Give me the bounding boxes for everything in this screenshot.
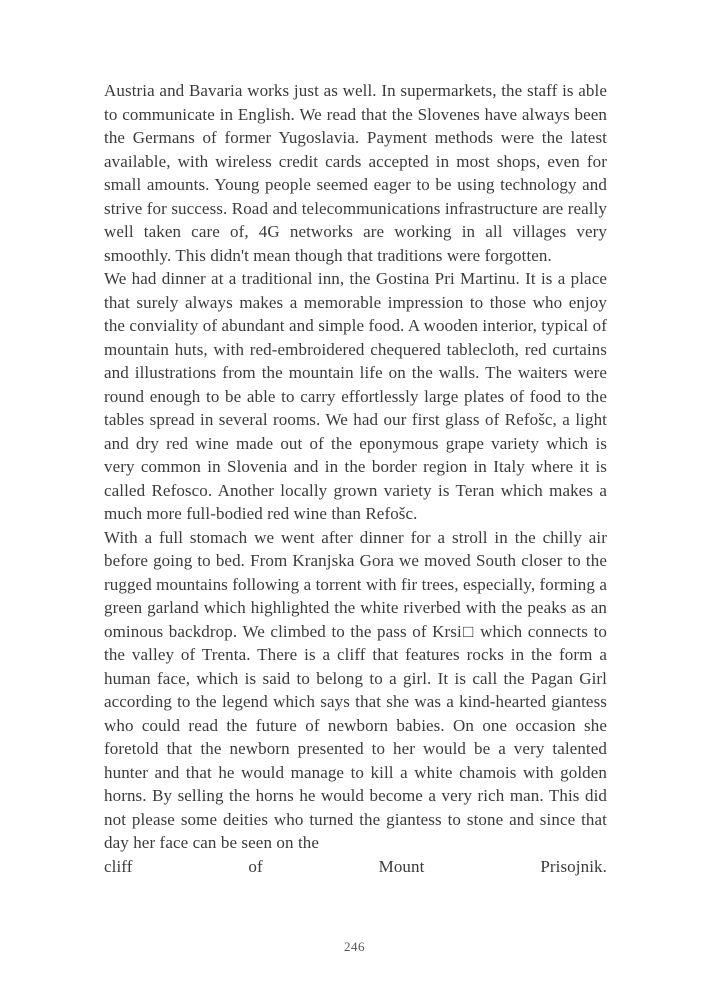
last-line-word-of: of	[248, 856, 263, 876]
paragraph-evening-stroll: With a full stomach we went after dinner for a stroll in the chilly air before going to bed. From Kranjska Gora we moved South closer to the rugged mountains following a torrent with fir trees, especially, forming a green garland which highlighted the white riverbed with the peaks as an ominous backdrop. We climbed to the pass of Krsi□ which connects to the valley of Trenta. There is a cliff that features rocks in the form a human face, which is said to belong to a girl. It is call the Pagan Girl according to the legend which says that she was a kind-hearted giantess who could read the future of newborn babies. On one occasion she foretold that the newborn presented to her would be a very talented hunter and that he would manage to kill a white chamois with golden horns. By selling the horns he would become a very rich man. This did not please some deities who turned the giantess to stone and since that day her face can be seen on the	[104, 527, 607, 852]
paragraph-austria-bavaria: Austria and Bavaria works just as well. In supermarkets, the staff is able to communicate in English. We read that the Slovenes have always been the Germans of former Yugoslavia. Payment methods were the latest available, with wireless credit cards accepted in most shops, even for small amounts. Young people seemed eager to be using technology and strive for success. Road and telecommunications infrastructure are really well taken care of, 4G networks are working in all villages very smoothly. This didn't mean though that traditions were forgotten.	[104, 81, 607, 265]
last-line-word-mount: Mount	[378, 856, 425, 876]
last-line-word-cliff: cliff	[104, 856, 133, 876]
page-number: 246	[344, 939, 365, 954]
paragraph-dinner-inn: We had dinner at a traditional inn, the Gostina Pri Martinu. It is a place that surely always makes a memorable impression to those who enjoy the conviality of abundant and simple food. A wooden interior, typical of mountain huts, with red-embroidered chequered tablecloth, red curtains and illustrations from the mountain life on the walls. The waiters were round enough to be able to carry effortlessly large plates of food to the tables spread in several rooms. We had our first glass of Refošc, a light and dry red wine made out of the eponymous grape variety which is very common in Slovenia and in the border region in Italy where it is called Refosco. Another locally grown variety is Teran which makes a much more full-bodied red wine than Refošc.	[104, 269, 607, 523]
last-line-word-prisojnik: Prisojnik.	[540, 856, 607, 876]
text-block	[104, 79, 607, 878]
justified-last-line	[104, 855, 607, 879]
